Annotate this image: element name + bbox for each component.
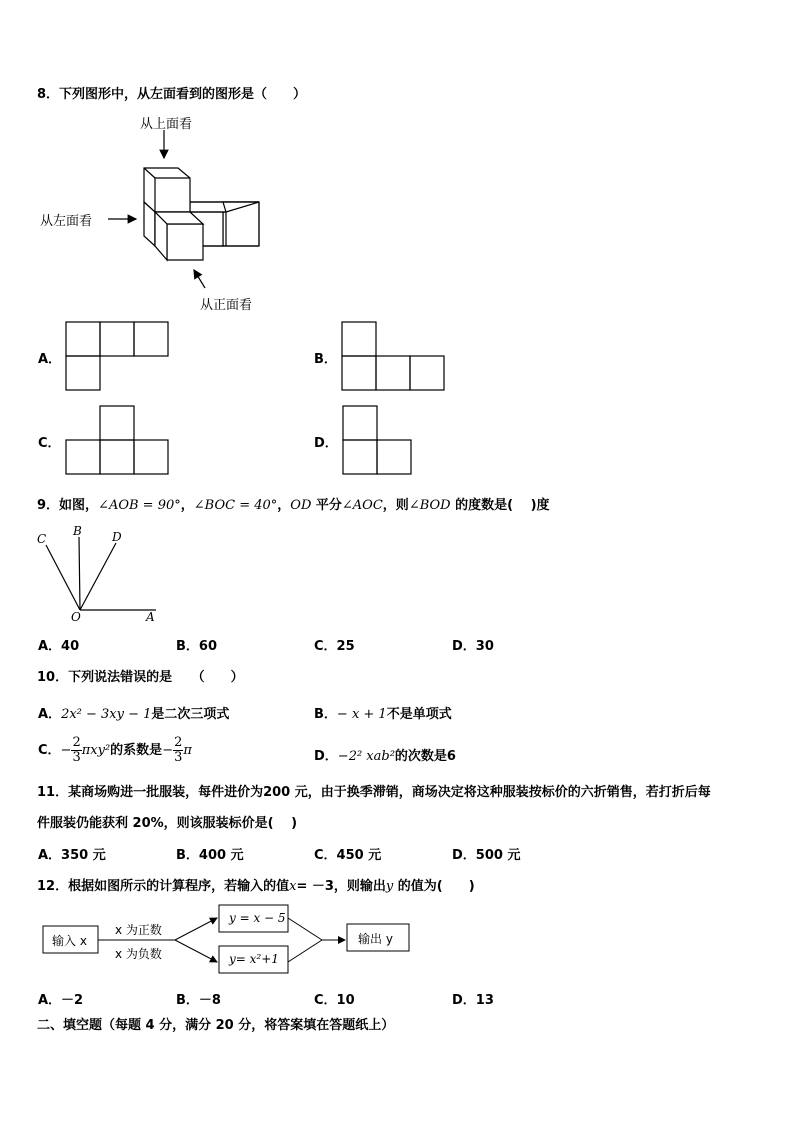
flowchart [43,905,409,973]
point-b-label: B [73,524,82,538]
q12-option-b[interactable]: B．－8 [176,993,221,1008]
q9-option-c[interactable]: C．25 [314,639,355,654]
cube-figure [144,168,259,260]
label-view-top: 从上面看 [140,117,193,132]
q8-option-c[interactable]: C． [38,436,61,451]
q9-option-a[interactable]: A．40 [38,639,80,654]
point-o-label: O [71,610,81,624]
option-a-figure [66,322,168,390]
q9-option-b[interactable]: B．60 [176,639,217,654]
arrow-from-front [194,270,205,288]
q10-option-b[interactable]: B．− x + 1不是单项式 [314,707,452,722]
label-view-left: 从左面看 [40,214,93,229]
q8-option-d[interactable]: D． [314,436,338,451]
q8-option-a[interactable]: A． [38,352,62,367]
q12-option-a[interactable]: A．－2 [38,993,84,1008]
angle-figure [46,537,156,610]
option-b-figure [342,322,444,390]
q11-stem-line1: 11．某商场购进一批服装，每件进价为200 元，由于换季滞销，商场决定将这种服装按标价的六折销售，若打折后每 [37,785,711,800]
formula-bottom: y= x²+1 [229,952,279,966]
q12-option-c[interactable]: C．10 [314,993,355,1008]
q10-option-a[interactable]: A．2x² − 3xy − 1是二次三项式 [38,707,230,722]
output-box-label: 输出 y [358,932,393,946]
option-d-figure [343,406,411,474]
q8-option-b[interactable]: B． [314,352,337,367]
option-c-figure [66,406,168,474]
q12-option-d[interactable]: D．13 [452,993,494,1008]
section-2-heading: 二、填空题（每题 4 分，满分 20 分，将答案填在答题纸上） [37,1018,395,1033]
q11-option-d[interactable]: D．500 元 [452,848,521,863]
q9-stem: 9．如图，∠AOB = 90°，∠BOC = 40°，OD 平分∠AOC，则∠BOD 的度数是( )度 [37,498,550,513]
q11-option-c[interactable]: C．450 元 [314,848,382,863]
q10-option-d[interactable]: D．−2² xab²的次数是6 [314,749,456,764]
q8-stem: 8．下列图形中，从左面看到的图形是（ ） [37,87,307,102]
q11-stem-line2: 件服装仍能获利 20%，则该服装标价是( ) [37,816,298,831]
label-view-front: 从正面看 [200,298,253,313]
input-box-label: 输入 x [52,934,87,948]
q10-stem: 10．下列说法错误的是 （ ） [37,670,244,685]
q11-option-a[interactable]: A．350 元 [38,848,106,863]
point-c-label: C [37,532,47,546]
branch-positive-label: x 为正数 [115,923,162,937]
q10-option-c[interactable]: C．− $\frac{2}{3}$ πxy²的系数是− $\frac{2}{3}$ π [38,735,192,765]
q12-stem: 12．根据如图所示的计算程序，若输入的值x= －3，则输出y 的值为( ) [37,879,475,894]
point-d-label: D [112,530,122,544]
q11-option-b[interactable]: B．400 元 [176,848,244,863]
point-a-label: A [146,610,155,624]
formula-top: y = x − 5 [229,911,286,925]
branch-negative-label: x 为负数 [115,947,162,961]
q9-option-d[interactable]: D．30 [452,639,494,654]
